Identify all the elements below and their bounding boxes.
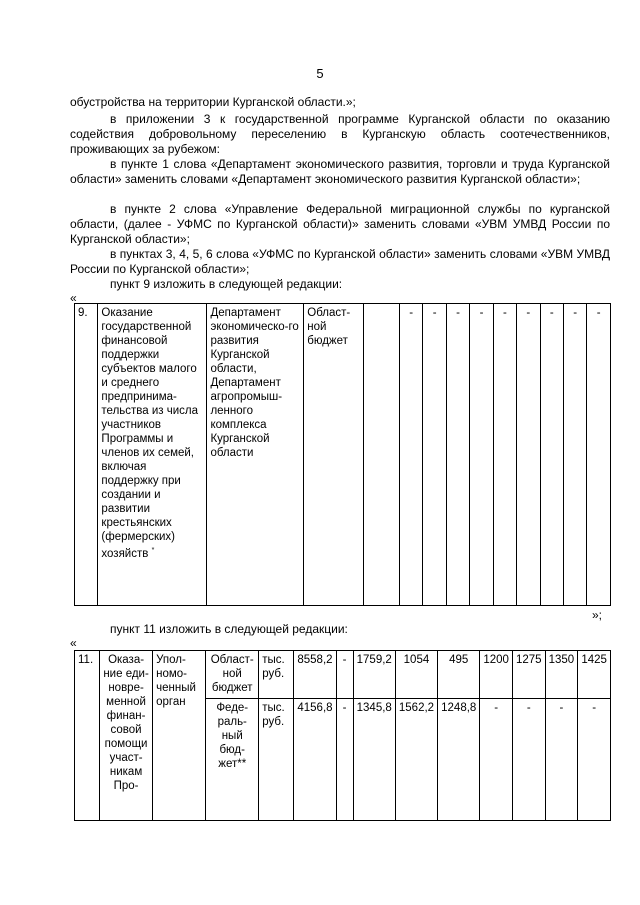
value-cell: - — [563, 304, 586, 606]
value-cell: - — [493, 304, 516, 606]
table-row — [75, 304, 611, 606]
item-name — [98, 304, 207, 606]
paragraph: пункт 9 изложить в следующей редакции: — [110, 277, 343, 291]
value-cell: 1200 — [480, 651, 513, 699]
value-cell: 1054 — [395, 651, 437, 699]
item-executor: Упол-номо-ченный орган — [153, 651, 206, 821]
value-cell: 1345,8 — [353, 699, 395, 821]
value-cell: - — [587, 304, 611, 606]
paragraph: в приложении 3 к государственной программе Курганской области по оказанию содействия добровольному переселению в Курганскую область соотечественников, проживающих за рубежом: — [70, 112, 610, 156]
value-cell: - — [578, 699, 611, 821]
value-cell: - — [336, 651, 353, 699]
footnote-mark: * — [151, 547, 155, 554]
paragraph: в пункте 1 слова «Департамент экономического развития, торговли и труда Курганской области» заменить словами «Департамент экономического развития Курганской области»; — [70, 157, 610, 186]
page-number: 5 — [316, 66, 324, 81]
row-source: Феде-раль-ный бюд-жет** — [206, 699, 259, 821]
close-quote: »; — [592, 608, 603, 622]
item9-table — [74, 303, 611, 606]
value-cell: - — [480, 699, 513, 821]
row-source: Област-ной бюджет — [206, 651, 259, 699]
item-number: 11. — [75, 651, 100, 821]
value-cell: - — [470, 304, 493, 606]
item-executor: Департамент экономическо-го развития Курганской области, Департамент агропромыш-ленного комплекса Курганской области — [207, 304, 304, 606]
item-name: Оказа-ние еди-новре-менной финан-совой помощи участ-никам Про- — [100, 651, 153, 821]
value-cell: 1759,2 — [353, 651, 395, 699]
paragraph: в пунктах 3, 4, 5, 6 слова «УФМС по Курганской области» заменить словами «УВМ УМВД России по Курганской области»; — [70, 247, 610, 276]
value-cell: - — [512, 699, 545, 821]
paragraph: в пункте 2 слова «Управление Федеральной миграционной службы по курганской области, (далее - УФМС по Курганской области)» заменить словами «УВМ УМВД России по Курганской области»; — [70, 202, 610, 246]
paragraph: пункт 11 изложить в следующей редакции: — [110, 622, 348, 636]
value-cell: 495 — [438, 651, 480, 699]
value-cell: - — [545, 699, 578, 821]
value-cell: - — [540, 304, 563, 606]
item11-table — [74, 650, 611, 821]
value-cell: - — [423, 304, 446, 606]
value-cell: - — [336, 699, 353, 821]
value-cell: - — [517, 304, 540, 606]
value-cell: 8558,2 — [294, 651, 336, 699]
paragraph: обустройства на территории Курганской области.»; — [70, 95, 356, 109]
value-cell: 1350 — [545, 651, 578, 699]
value-cell: 4156,8 — [294, 699, 336, 821]
item-number: 9. — [75, 304, 98, 606]
row-unit: тыс. руб. — [259, 699, 294, 821]
value-cell: 1248,8 — [438, 699, 480, 821]
open-quote: « — [70, 291, 77, 305]
row-unit: тыс. руб. — [259, 651, 294, 699]
value-cell: 1562,2 — [395, 699, 437, 821]
value-cell — [364, 304, 400, 606]
item-name-text: Оказание государственной финансовой поддержки субъектов малого и среднего предпринима-тельства из числа участников Программы и членов их семей, включая поддержку при создании и развитии крестьянских (фермерских) хозяйств — [101, 307, 199, 560]
value-cell: - — [446, 304, 469, 606]
table-row — [75, 651, 611, 699]
value-cell: 1425 — [578, 651, 611, 699]
item-source: Област-ной бюджет — [304, 304, 364, 606]
open-quote: « — [70, 636, 77, 650]
value-cell: - — [400, 304, 423, 606]
value-cell: 1275 — [512, 651, 545, 699]
